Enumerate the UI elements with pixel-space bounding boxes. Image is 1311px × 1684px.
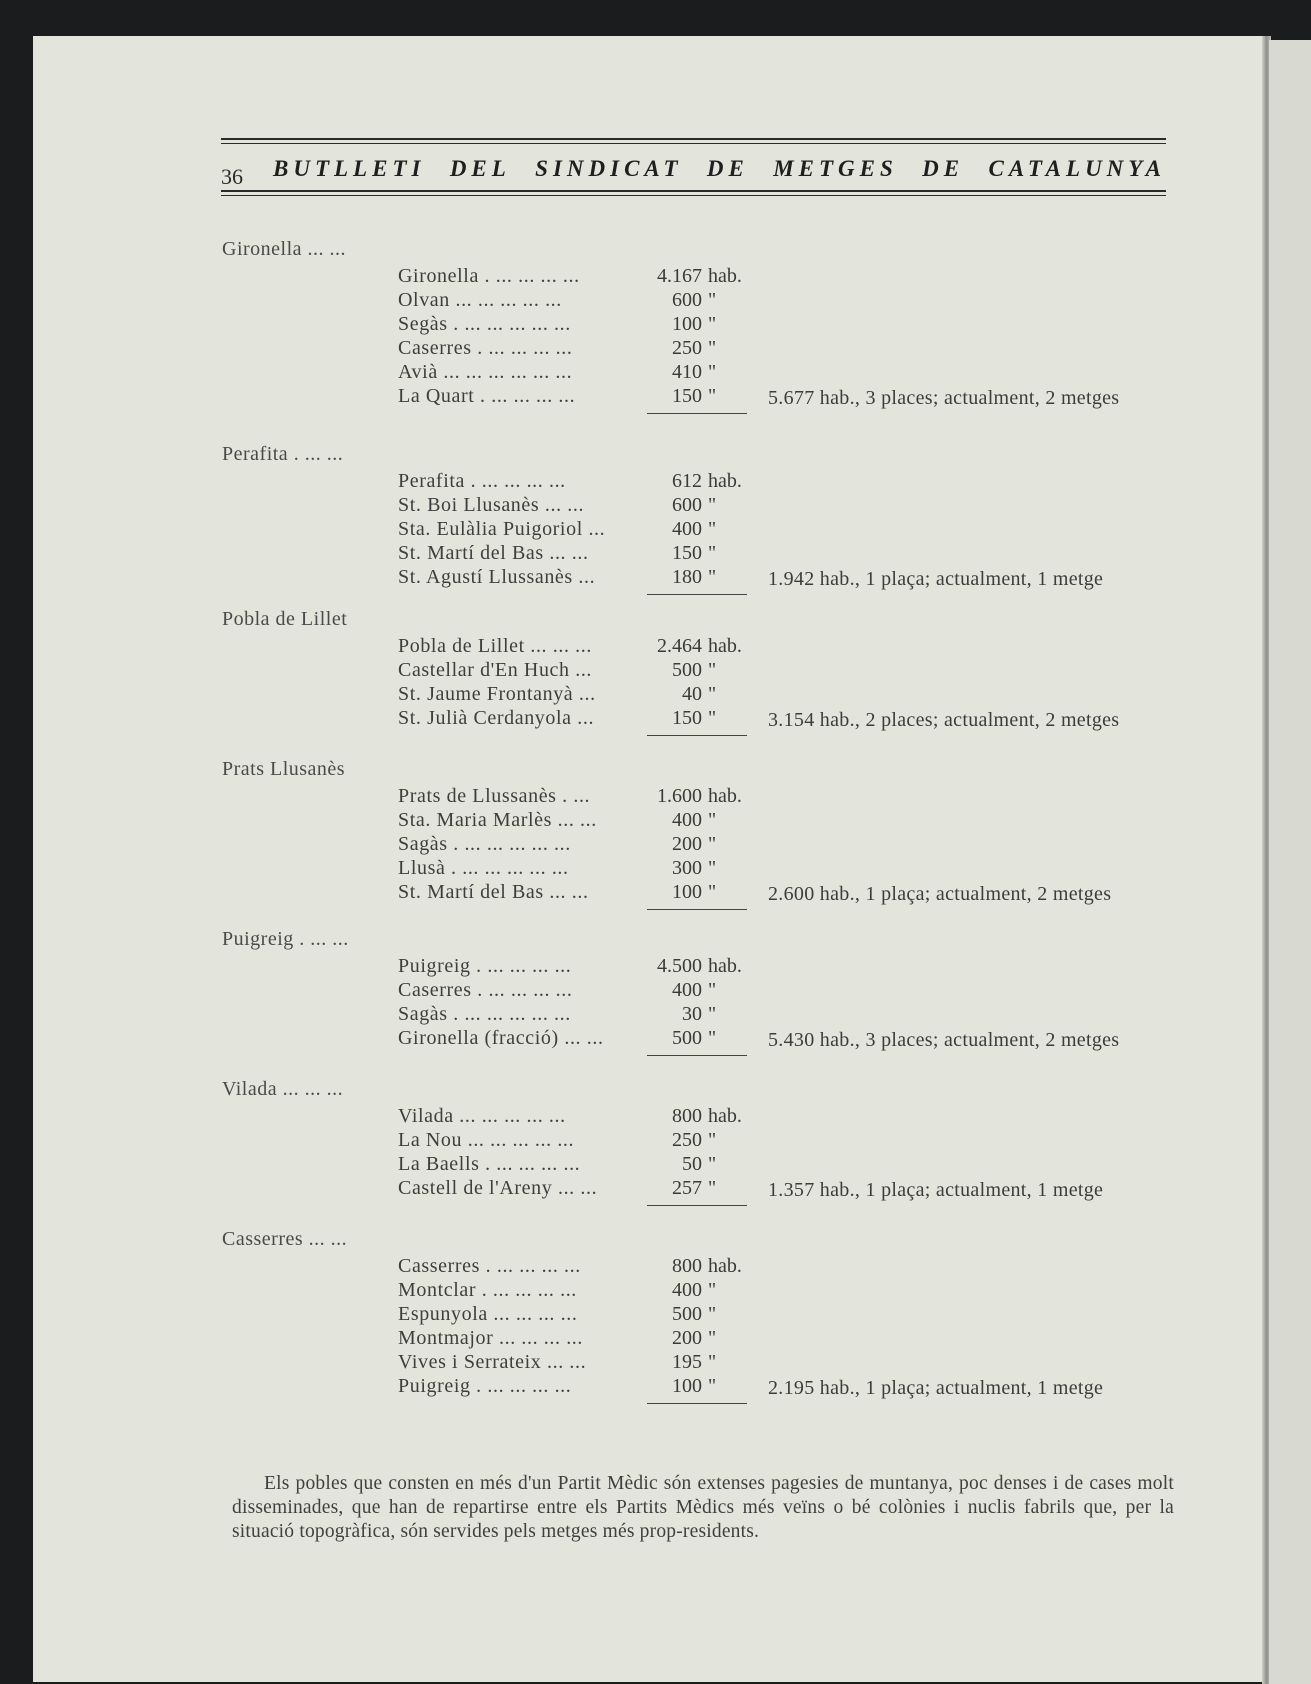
population-unit: " (708, 857, 717, 879)
town-name: Segàs . ... ... ... ... ... (398, 313, 571, 335)
town-row (0, 518, 1311, 542)
town-row (0, 1027, 1311, 1051)
population-unit: " (708, 361, 717, 383)
population-value: 500 (672, 659, 702, 681)
population-unit: " (708, 1375, 717, 1397)
sum-rule (647, 1055, 747, 1056)
population-unit: " (708, 1279, 717, 1301)
town-row (0, 1303, 1311, 1327)
town-row (0, 785, 1311, 809)
town-row (0, 1255, 1311, 1279)
population-unit: " (708, 659, 717, 681)
district-name: Casserres ... ... (222, 1228, 348, 1250)
population-value: 410 (672, 361, 702, 383)
population-unit: " (708, 833, 717, 855)
town-name: La Quart . ... ... ... ... (398, 385, 576, 407)
town-name: Gironella (fracció) ... ... (398, 1027, 604, 1049)
population-unit: " (708, 494, 717, 516)
sum-rule (647, 1205, 747, 1206)
population-value: 100 (672, 881, 702, 903)
population-value: 400 (672, 518, 702, 540)
town-name: Llusà . ... ... ... ... ... (398, 857, 569, 879)
population-value: 150 (672, 385, 702, 407)
town-name: St. Martí del Bas ... ... (398, 542, 589, 564)
population-value: 257 (672, 1177, 702, 1199)
town-name: Avià ... ... ... ... ... ... (398, 361, 573, 383)
population-unit: hab. (708, 955, 742, 977)
population-value: 4.167 (657, 265, 702, 287)
title-word: METGES (773, 156, 898, 181)
footnote-paragraph: Els pobles que consten en més d'un Partit Mèdic són extenses pagesies de muntanya, poc denses i de cases molt disseminades, que han de repartirse entre els Partits Mèdics més veïns o bé colònies i nuclis fabrils que, per la situació topogràfica, són servides pels metges més prop-residents. (232, 1472, 1174, 1542)
title-word: CATALUNYA (988, 156, 1166, 181)
town-name: Sta. Maria Marlès ... ... (398, 809, 597, 831)
town-name: Perafita . ... ... ... ... (398, 470, 566, 492)
district-summary: 5.677 hab., 3 places; actualment, 2 metges (768, 387, 1120, 409)
town-row (0, 955, 1311, 979)
town-name: Castell de l'Areny ... ... (398, 1177, 598, 1199)
population-value: 500 (672, 1027, 702, 1049)
town-name: St. Agustí Llussanès ... (398, 566, 596, 588)
town-row (0, 1105, 1311, 1129)
population-value: 250 (672, 1129, 702, 1151)
population-unit: " (708, 809, 717, 831)
town-row (0, 337, 1311, 361)
population-value: 200 (672, 1327, 702, 1349)
town-name: Montmajor ... ... ... ... (398, 1327, 583, 1349)
town-row (0, 833, 1311, 857)
town-name: Sagàs . ... ... ... ... ... (398, 833, 571, 855)
town-row (0, 361, 1311, 385)
town-row (0, 1153, 1311, 1177)
population-unit: " (708, 385, 717, 407)
population-value: 180 (672, 566, 702, 588)
town-row (0, 1327, 1311, 1351)
sum-rule (647, 594, 747, 595)
population-value: 100 (672, 313, 702, 335)
population-value: 400 (672, 809, 702, 831)
town-row (0, 265, 1311, 289)
population-value: 400 (672, 1279, 702, 1301)
population-value: 300 (672, 857, 702, 879)
town-row (0, 857, 1311, 881)
sum-rule (647, 909, 747, 910)
town-name: St. Boi Llusanès ... ... (398, 494, 585, 516)
population-unit: hab. (708, 635, 742, 657)
population-value: 400 (672, 979, 702, 1001)
title-word: BUTLLETI (273, 156, 426, 181)
town-name: Sagàs . ... ... ... ... ... (398, 1003, 571, 1025)
population-unit: hab. (708, 470, 742, 492)
population-unit: " (708, 683, 717, 705)
population-value: 50 (682, 1153, 702, 1175)
district-summary: 3.154 hab., 2 places; actualment, 2 metges (768, 709, 1120, 731)
town-name: Prats de Llussanès . ... (398, 785, 591, 807)
town-name: Castellar d'En Huch ... (398, 659, 593, 681)
population-unit: " (708, 313, 717, 335)
title-word: DEL (449, 156, 511, 181)
population-value: 1.600 (657, 785, 702, 807)
population-value: 600 (672, 494, 702, 516)
town-row (0, 707, 1311, 731)
population-unit: " (708, 707, 717, 729)
district-summary: 1.942 hab., 1 plaça; actualment, 1 metge (768, 568, 1104, 590)
town-row (0, 1351, 1311, 1375)
sum-rule (647, 735, 747, 736)
town-row (0, 566, 1311, 590)
district-name: Vilada ... ... ... (222, 1078, 344, 1100)
population-value: 2.464 (657, 635, 702, 657)
town-name: Puigreig . ... ... ... ... (398, 1375, 572, 1397)
population-unit: " (708, 1129, 717, 1151)
town-row (0, 289, 1311, 313)
population-unit: " (708, 1327, 717, 1349)
town-row (0, 659, 1311, 683)
town-name: Vives i Serrateix ... ... (398, 1351, 587, 1373)
town-row (0, 809, 1311, 833)
town-name: Vilada ... ... ... ... ... (398, 1105, 566, 1127)
town-name: Caserres . ... ... ... ... (398, 979, 573, 1001)
district-summary: 2.195 hab., 1 plaça; actualment, 1 metge (768, 1377, 1104, 1399)
population-value: 800 (672, 1255, 702, 1277)
population-value: 600 (672, 289, 702, 311)
population-value: 800 (672, 1105, 702, 1127)
population-unit: " (708, 337, 717, 359)
population-unit: " (708, 542, 717, 564)
town-name: Olvan ... ... ... ... ... (398, 289, 562, 311)
population-unit: " (708, 1003, 717, 1025)
population-value: 30 (682, 1003, 702, 1025)
town-row (0, 979, 1311, 1003)
page-number: 36 (221, 164, 243, 189)
town-name: Montclar . ... ... ... ... (398, 1279, 577, 1301)
population-value: 500 (672, 1303, 702, 1325)
sum-rule (647, 413, 747, 414)
population-value: 100 (672, 1375, 702, 1397)
population-unit: " (708, 289, 717, 311)
population-unit: hab. (708, 1105, 742, 1127)
population-unit: hab. (708, 785, 742, 807)
population-unit: " (708, 1303, 717, 1325)
town-name: La Nou ... ... ... ... ... (398, 1129, 575, 1151)
district-name: Prats Llusanès (222, 758, 346, 780)
town-row (0, 1129, 1311, 1153)
town-row (0, 1375, 1311, 1399)
population-value: 150 (672, 707, 702, 729)
district-name: Gironella ... ... (222, 238, 347, 260)
population-unit: " (708, 518, 717, 540)
town-name: St. Martí del Bas ... ... (398, 881, 589, 903)
town-name: Sta. Eulàlia Puigoriol ... (398, 518, 606, 540)
town-name: Espunyola ... ... ... ... (398, 1303, 578, 1325)
population-value: 200 (672, 833, 702, 855)
population-value: 250 (672, 337, 702, 359)
population-value: 195 (672, 1351, 702, 1373)
town-name: Pobla de Lillet ... ... ... (398, 635, 592, 657)
population-unit: hab. (708, 1255, 742, 1277)
district-summary: 5.430 hab., 3 places; actualment, 2 metges (768, 1029, 1120, 1051)
town-name: Gironella . ... ... ... ... (398, 265, 580, 287)
town-name: St. Jaume Frontanyà ... (398, 683, 596, 705)
town-name: Caserres . ... ... ... ... (398, 337, 573, 359)
town-row (0, 1279, 1311, 1303)
town-row (0, 494, 1311, 518)
district-name: Perafita . ... ... (222, 443, 344, 465)
population-unit: " (708, 881, 717, 903)
population-value: 40 (682, 683, 702, 705)
population-value: 4.500 (657, 955, 702, 977)
district-name: Pobla de Lillet (222, 608, 348, 630)
town-row (0, 881, 1311, 905)
town-row (0, 542, 1311, 566)
district-summary: 2.600 hab., 1 plaça; actualment, 2 metges (768, 883, 1112, 905)
district-name: Puigreig . ... ... (222, 928, 349, 950)
town-name: La Baells . ... ... ... ... (398, 1153, 581, 1175)
town-name: Puigreig . ... ... ... ... (398, 955, 572, 977)
town-name: Casserres . ... ... ... ... (398, 1255, 581, 1277)
population-unit: hab. (708, 265, 742, 287)
town-row (0, 1177, 1311, 1201)
title-word: DE (706, 156, 749, 181)
town-row (0, 385, 1311, 409)
title-word: SINDICAT (535, 156, 683, 181)
population-unit: " (708, 1351, 717, 1373)
town-row (0, 470, 1311, 494)
district-summary: 1.357 hab., 1 plaça; actualment, 1 metge (768, 1179, 1104, 1201)
sum-rule (647, 1403, 747, 1404)
town-row (0, 683, 1311, 707)
town-row (0, 1003, 1311, 1027)
population-unit: " (708, 1153, 717, 1175)
population-unit: " (708, 1027, 717, 1049)
population-value: 612 (672, 470, 702, 492)
title-word: DE (922, 156, 965, 181)
town-name: St. Julià Cerdanyola ... (398, 707, 595, 729)
population-value: 150 (672, 542, 702, 564)
town-row (0, 635, 1311, 659)
population-unit: " (708, 566, 717, 588)
population-unit: " (708, 979, 717, 1001)
town-row (0, 313, 1311, 337)
population-unit: " (708, 1177, 717, 1199)
